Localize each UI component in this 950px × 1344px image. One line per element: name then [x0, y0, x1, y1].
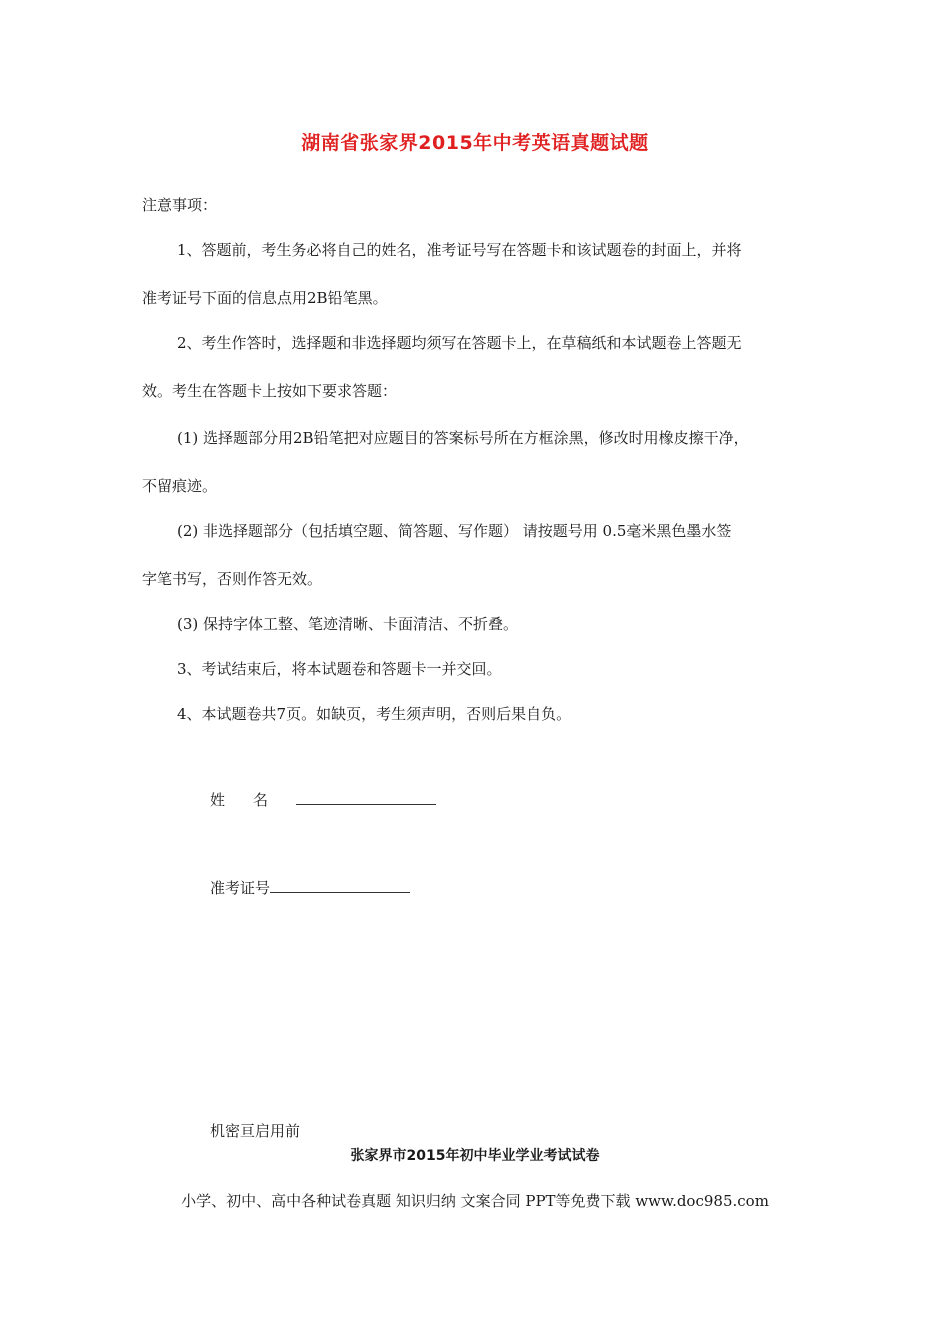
exam-title: 张家界市2015年初中毕业学业考试试卷: [350, 1148, 600, 1164]
notice-item-1-cont: 准考证号下面的信息点用2B铅笔黑。: [142, 289, 388, 307]
id-blank-line: [270, 878, 410, 893]
notice-subitem-2: (2) 非选择题部分（包括填空题、简答题、写作题） 请按题号用 0.5毫米黑色墨水签: [177, 522, 732, 540]
notice-subitem-1-cont: 不留痕迹。: [142, 477, 218, 495]
notice-subitem-3: (3) 保持字体工整、笔迹清晰、卡面清洁、不折叠。: [177, 615, 519, 633]
footer-text: 小学、初中、高中各种试卷真题 知识归纳 文案合同 PPT等免费下载 www.doc985.com: [181, 1192, 769, 1210]
notice-subitem-2-cont: 字笔书写，否则作答无效。: [142, 570, 323, 588]
notice-subitem-1: (1) 选择题部分用2B铅笔把对应题目的答案标号所在方框涂黑，修改时用橡皮擦干净，: [177, 429, 749, 447]
notice-item-2: 2、考生作答时，选择题和非选择题均须写在答题卡上，在草稿纸和本试题卷上答题无: [177, 334, 742, 352]
notice-item-2-cont: 效。考生在答题卡上按如下要求答题：: [142, 382, 398, 400]
name-field: [210, 790, 436, 810]
name-blank-line: [296, 790, 436, 805]
notice-item-1: 1、答题前，考生务必将自己的姓名，准考证号写在答题卡和该试题卷的封面上，并将: [177, 241, 742, 259]
notice-item-4: 4、本试题卷共7页。如缺页，考生须声明，否则后果自负。: [177, 705, 572, 723]
name-label: 姓名: [210, 791, 297, 809]
id-label: 准考证号: [210, 879, 271, 897]
notice-item-3: 3、考试结束后，将本试题卷和答题卡一并交回。: [177, 660, 502, 678]
id-field: [210, 878, 410, 898]
secret-label: 机密亘启用前: [210, 1122, 301, 1140]
notice-heading: 注意事项：: [142, 196, 218, 214]
document-title: 湖南省张家界2015年中考英语真题试题: [301, 132, 649, 154]
